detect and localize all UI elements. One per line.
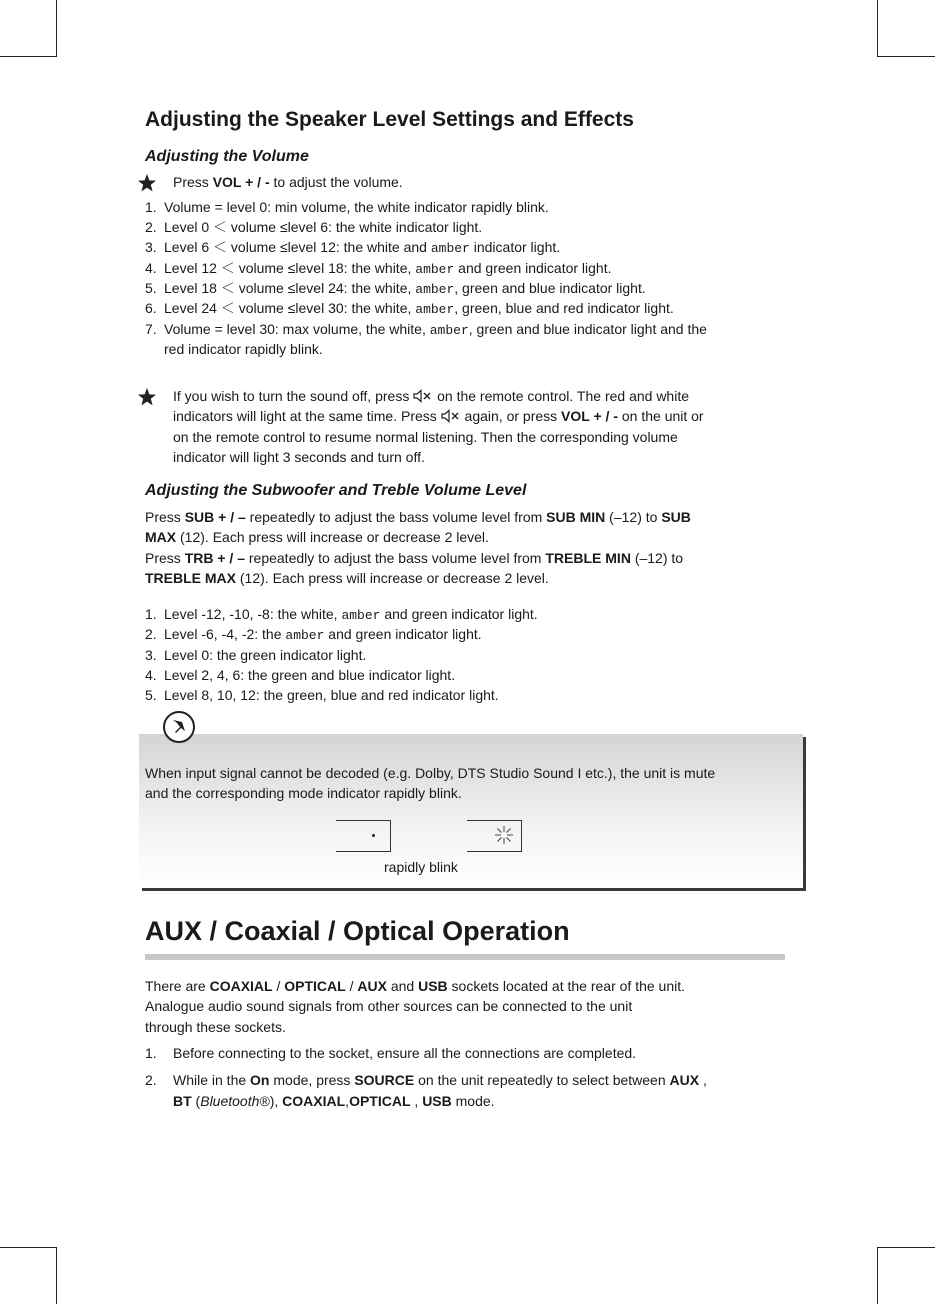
list-item: 2. Level 0 ＜ volume ≤level 6: the white indicator light. [145, 219, 483, 235]
crop-mark [56, 0, 57, 57]
list-item: 5. Level 8, 10, 12: the green, blue and red indicator light. [145, 687, 499, 703]
mute-speaker-icon [441, 409, 461, 423]
note-text: and the corresponding mode indicator rapidly blink. [145, 785, 462, 801]
paragraph: There are COAXIAL / OPTICAL / AUX and USB sockets located at the rear of the unit. [145, 978, 686, 994]
list-item: 7. Volume = level 30: max volume, the white, amber, green and blue indicator light and the [145, 321, 707, 338]
indicator-blinking [467, 820, 522, 852]
crop-mark [0, 1247, 57, 1248]
crop-mark [877, 0, 878, 57]
crop-mark [877, 1247, 935, 1248]
mute-text: indicator will light 3 seconds and turn off. [173, 449, 425, 465]
section-title: AUX / Coaxial / Optical Operation [145, 916, 570, 946]
sub-text: MAX (12). Each press will increase or decrease 2 level. [145, 529, 489, 545]
list-item: 1. Before connecting to the socket, ensure all the connections are completed. [145, 1045, 637, 1061]
mute-speaker-icon [413, 389, 433, 403]
mute-text: on the remote control to resume normal listening. Then the corresponding volume [173, 429, 678, 445]
list-item-continuation: BT (Bluetooth®), COAXIAL,OPTICAL , USB mode. [173, 1093, 495, 1109]
crop-mark [877, 56, 935, 57]
subwoofer-heading: Adjusting the Subwoofer and Treble Volume Level [145, 482, 527, 499]
star-icon [137, 387, 157, 407]
list-item: 3. Level 0: the green indicator light. [145, 647, 367, 663]
crop-mark [877, 1247, 878, 1304]
indicator-dot [372, 834, 375, 837]
pin-note-icon [162, 710, 196, 744]
list-item: 5. Level 18 ＜ volume ≤level 24: the white, amber, green and blue indicator light. [145, 280, 646, 297]
list-item: 4. Level 2, 4, 6: the green and blue indicator light. [145, 667, 456, 683]
list-item: 6. Level 24 ＜ volume ≤level 30: the white, amber, green, blue and red indicator light. [145, 300, 674, 317]
volume-heading: Adjusting the Volume [145, 148, 309, 165]
paragraph: through these sockets. [145, 1019, 286, 1035]
note-box [139, 734, 803, 888]
title-underline [145, 954, 785, 960]
list-item: 3. Level 6 ＜ volume ≤level 12: the white and amber indicator light. [145, 239, 561, 256]
sub-text: TREBLE MAX (12). Each press will increase or decrease 2 level. [145, 570, 549, 586]
note-text: When input signal cannot be decoded (e.g. Dolby, DTS Studio Sound I etc.), the unit is mute [145, 765, 716, 781]
blink-caption: rapidly blink [384, 859, 458, 875]
sub-text: Press TRB + / – repeatedly to adjust the bass volume level from TREBLE MIN (–12) to [145, 550, 684, 566]
indicator-lit [336, 820, 391, 852]
list-item: 2. While in the On mode, press SOURCE on the unit repeatedly to select between AUX , [145, 1072, 707, 1088]
crop-mark [56, 1247, 57, 1304]
star-icon [137, 173, 157, 193]
mute-text: indicators will light at the same time. Press again, or press VOL + / - on the unit or [173, 408, 704, 424]
sub-text: Press SUB + / – repeatedly to adjust the bass volume level from SUB MIN (–12) to SUB [145, 509, 691, 525]
list-item: 1. Volume = level 0: min volume, the white indicator rapidly blink. [145, 199, 549, 215]
list-item: 2. Level -6, -4, -2: the amber and green indicator light. [145, 626, 482, 643]
paragraph: Analogue audio sound signals from other sources can be connected to the unit [145, 998, 633, 1014]
mute-text: If you wish to turn the sound off, press on the remote control. The red and white [173, 388, 689, 404]
volume-instruction: Press VOL + / - to adjust the volume. [173, 174, 403, 190]
crop-mark [0, 56, 57, 57]
blink-burst-icon [493, 824, 515, 846]
list-item: 4. Level 12 ＜ volume ≤level 18: the white, amber and green indicator light. [145, 260, 612, 277]
list-item: 1. Level -12, -10, -8: the white, amber and green indicator light. [145, 606, 538, 623]
section-title: Adjusting the Speaker Level Settings and Effects [145, 108, 634, 131]
list-item-continuation: red indicator rapidly blink. [164, 341, 323, 357]
